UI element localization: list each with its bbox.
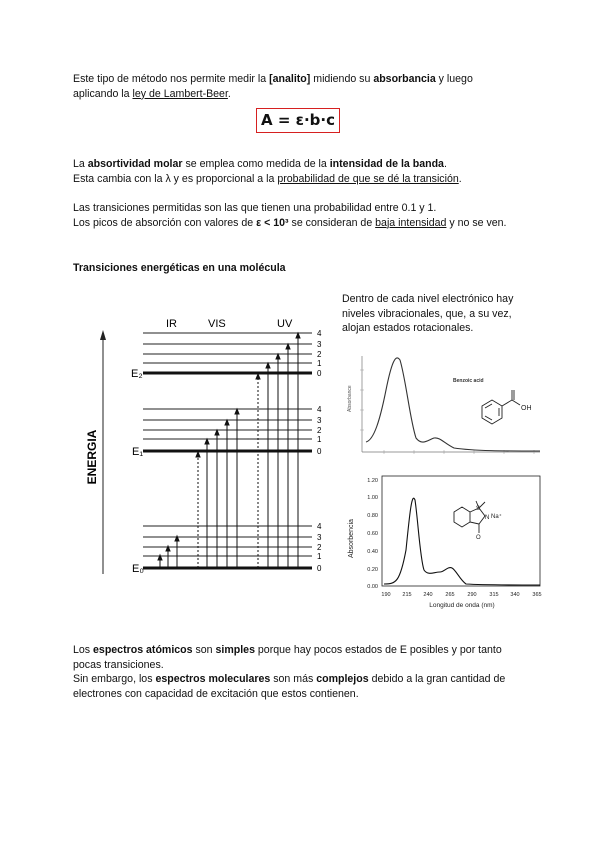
state-label-e1: E₁ — [132, 446, 144, 458]
text: . — [458, 172, 462, 185]
absortividad-line-1 — [73, 157, 553, 172]
na-ion-label: Na⁺ — [491, 514, 502, 520]
state-label-e2: E₂ — [131, 368, 143, 380]
level-number: 3 — [317, 340, 322, 349]
level-number: 2 — [317, 543, 322, 552]
spectrum-y-label: Absorbencia — [348, 519, 355, 558]
region-label-uv: UV — [277, 318, 293, 330]
plot-frame — [382, 476, 540, 586]
region-label-ir: IR — [166, 318, 177, 330]
analito-term: [analito] — [269, 73, 311, 85]
arrowhead — [205, 439, 209, 444]
espectros-moleculares-term: espectros moleculares — [155, 673, 271, 686]
absortividad-paragraph — [73, 157, 553, 186]
intensidad-term: intensidad de la banda — [329, 158, 444, 170]
intro-text: aplicando la — [73, 87, 133, 100]
epsilon-threshold: ε < 10³ — [256, 216, 289, 229]
benzene-ring — [454, 507, 470, 527]
s-atom-label: S — [476, 506, 481, 512]
conclusion-line-3 — [73, 672, 553, 687]
state-label-e0: E₀ — [132, 563, 144, 575]
arrowhead — [196, 452, 200, 457]
n-atom-label: N — [485, 515, 490, 521]
text: Los picos de absorción con valores de — [73, 216, 257, 229]
text: se consideran de — [288, 216, 376, 229]
conclusion-line-2: pocas transiciones. — [73, 658, 164, 671]
intro-text: y luego — [435, 73, 473, 85]
level-number: 1 — [317, 359, 322, 368]
oh-label: OH — [521, 405, 532, 412]
text: debido a la gran cantidad de — [368, 673, 506, 686]
saccharin-structure — [454, 501, 485, 533]
level-number: 4 — [317, 405, 322, 414]
y-tick-label: 0.20 — [367, 567, 378, 573]
y-tick-label: 1.20 — [367, 478, 378, 484]
e2-level-group — [131, 329, 322, 380]
y-tick-labels — [367, 478, 378, 590]
conclusion-line-1 — [73, 643, 553, 658]
text: Esta cambia con la λ y es proporcional a la — [73, 172, 278, 185]
formula-text: A = ε·b·c — [261, 111, 335, 130]
lambert-beer-link: ley de Lambert-Beer — [132, 87, 228, 100]
energy-axis-label: ENERGIA — [85, 429, 99, 485]
transiciones-line-1: Las transiciones permitidas son las que tienen una probabilidad entre 0.1 y 1. — [73, 202, 437, 214]
text: y no se ven. — [446, 216, 507, 229]
text: . — [443, 158, 447, 170]
absorbancia-term: absorbancia — [373, 73, 436, 85]
probabilidad-link: probabilidad de que se dé la transición — [277, 172, 459, 185]
text: Los — [73, 644, 94, 656]
spectrum-y-label: Absorbance — [347, 385, 353, 412]
section-title: Transiciones energéticas en una molécula — [73, 262, 286, 274]
side-note-line: niveles vibracionales, que, a su vez, — [342, 307, 512, 320]
level-number: 0 — [317, 369, 322, 378]
intro-text: . — [227, 87, 231, 100]
arrowhead — [276, 354, 280, 359]
conclusion-paragraph — [73, 643, 553, 701]
level-number: 1 — [317, 552, 322, 561]
region-label-vis: VIS — [208, 318, 226, 330]
x-tick-label: 240 — [423, 592, 433, 598]
benzoic-acid-spectrum — [344, 350, 544, 463]
arrowhead — [215, 430, 219, 435]
level-number: 0 — [317, 447, 322, 456]
conclusion-line-4: electrones con capacidad de excitación que estos contienen. — [73, 687, 359, 700]
y-tick-label: 0.80 — [367, 513, 378, 519]
saccharin-spectrum — [344, 470, 544, 610]
x-tick-label: 215 — [402, 592, 412, 598]
intro-text: Este tipo de método nos permite medir la — [73, 73, 270, 85]
x-tick-label: 315 — [489, 592, 499, 598]
level-number: 3 — [317, 533, 322, 542]
text: son más — [270, 673, 317, 686]
intro-text: midiendo su — [310, 73, 374, 85]
intro-paragraph — [73, 72, 543, 101]
level-number: 2 — [317, 426, 322, 435]
simples-term: simples — [215, 644, 255, 656]
level-number: 3 — [317, 416, 322, 425]
text: son — [192, 644, 216, 656]
level-number: 4 — [317, 522, 322, 531]
x-tick-label: 340 — [510, 592, 520, 598]
arrowhead — [256, 374, 260, 379]
transiciones-line-2 — [73, 216, 563, 231]
x-tick-label: 265 — [445, 592, 455, 598]
absortividad-term: absortividad molar — [87, 158, 183, 170]
level-number: 2 — [317, 350, 322, 359]
x-tick-label: 365 — [532, 592, 542, 598]
energy-axis-arrowhead — [100, 330, 106, 340]
spectrum-x-label: Longitud de onda (nm) — [429, 602, 495, 609]
y-tick-label: 0.60 — [367, 531, 378, 537]
o-atom-label: O — [476, 535, 481, 541]
espectros-atomicos-term: espectros atómicos — [93, 644, 193, 656]
arrowhead — [286, 344, 290, 349]
level-number: 4 — [317, 329, 322, 338]
y-tick-label: 1.00 — [367, 495, 378, 501]
spectrum-background — [344, 350, 544, 463]
saccharin-absorbance-curve — [384, 498, 540, 585]
side-note-line: Dentro de cada nivel electrónico hay — [342, 293, 514, 305]
text: porque hay pocos estados de E posibles y por tanto — [254, 644, 502, 656]
arrowhead — [225, 420, 229, 425]
arrowhead — [296, 333, 300, 338]
complejos-term: complejos — [316, 673, 369, 686]
y-tick-label: 0.00 — [367, 584, 378, 590]
arrowhead — [235, 409, 239, 414]
intro-line-1 — [73, 72, 543, 87]
compound-label: Benzoic acid — [453, 378, 484, 384]
text: La — [73, 158, 88, 170]
intro-line-2 — [73, 87, 543, 102]
side-note-line: alojan estados rotacionales. — [342, 322, 474, 335]
text: Sin embargo, los — [73, 673, 156, 686]
bond — [470, 522, 479, 524]
y-tick-label: 0.40 — [367, 549, 378, 555]
text: se emplea como medida de la — [182, 158, 330, 170]
side-note — [342, 292, 542, 336]
formula-box — [256, 108, 340, 133]
level-number: 1 — [317, 435, 322, 444]
baja-intensidad-link: baja intensidad — [375, 216, 447, 229]
absortividad-line-2 — [73, 172, 553, 187]
transiciones-paragraph — [73, 201, 563, 230]
arrowhead — [266, 363, 270, 368]
x-tick-labels — [381, 592, 541, 598]
x-tick-label: 190 — [381, 592, 391, 598]
x-tick-label: 290 — [467, 592, 477, 598]
level-number: 0 — [317, 564, 322, 573]
energy-level-diagram — [80, 312, 335, 578]
